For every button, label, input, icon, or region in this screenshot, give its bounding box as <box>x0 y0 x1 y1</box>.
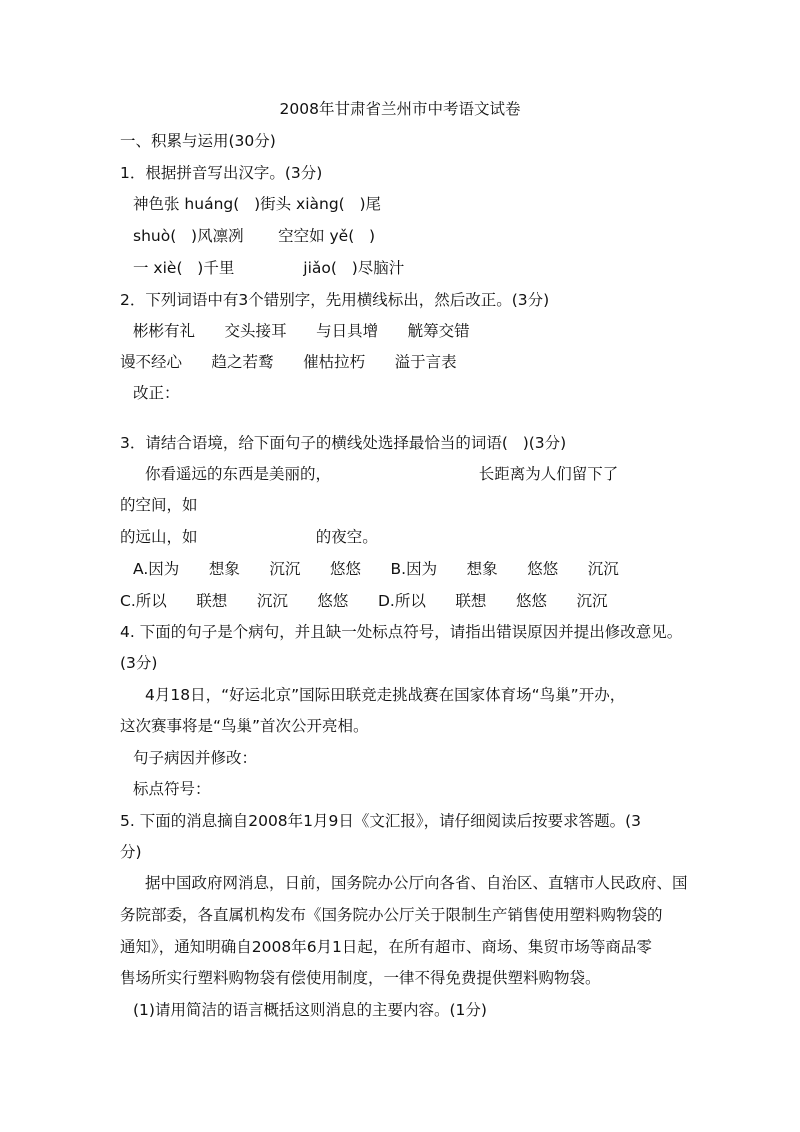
question-2-row-2: 谩不经心 趋之若鹜 催枯拉朽 溢于言表 <box>120 353 457 371</box>
question-5-stem: 5. 下面的消息摘自2008年1月9日《文汇报》，请仔细阅读后按要求答题。(3 <box>120 812 642 830</box>
question-4-answer-cause: 句子病因并修改： <box>133 749 258 767</box>
question-5-sub-1: (1)请用简洁的语言概括这则消息的主要内容。(1分) <box>133 1001 487 1019</box>
question-3-sentence-3: 的远山，如 的夜空。 <box>120 528 378 546</box>
question-3-sentence-2: 的空间，如 <box>120 496 198 514</box>
question-5-passage-1: 据中国政府网消息，日前，国务院办公厅向各省、自治区、直辖市人民政府、国 <box>145 874 688 892</box>
question-4-stem: 4. 下面的句子是个病句，并且缺一处标点符号，请指出错误原因并提出修改意见。 <box>120 623 683 641</box>
question-1-row-3: 一 xiè( )千里 jiǎo( )尽脑汁 <box>133 259 405 277</box>
question-3-sentence-1: 你看遥远的东西是美丽的， 长距离为人们留下了 <box>145 465 619 483</box>
question-3-options-ab: A.因为 想象 沉沉 悠悠 B.因为 想象 悠悠 沉沉 <box>133 560 619 578</box>
question-4-passage-1: 4月18日，“好运北京”国际田联竞走挑战赛在国家体育场“鸟巢”开办， <box>145 686 626 704</box>
question-4-answer-punctuation: 标点符号： <box>133 780 211 798</box>
question-1-row-1: 神色张 huáng( )街头 xiàng( )尾 <box>133 195 382 213</box>
question-3-options-cd: C.所以 联想 沉沉 悠悠 D.所以 联想 悠悠 沉沉 <box>120 592 608 610</box>
question-2-row-1: 彬彬有礼 交头接耳 与日具增 觥筹交错 <box>133 322 470 340</box>
question-2-stem: 2．下列词语中有3个错别字，先用横线标出，然后改正。(3分) <box>120 291 550 309</box>
question-3-stem: 3．请结合语境，给下面句子的横线处选择最恰当的词语( )(3分) <box>120 434 567 452</box>
section-heading: 一、积累与运用(30分) <box>120 132 276 150</box>
question-5-score: 分) <box>120 843 142 861</box>
page-title: 2008年甘肃省兰州市中考语文试卷 <box>279 100 521 118</box>
question-5-passage-4: 售场所实行塑料购物袋有偿使用制度，一律不得免费提供塑料购物袋。 <box>120 969 601 987</box>
question-1-row-2: shuò( )风凛冽 空空如 yě( ) <box>133 227 376 245</box>
question-5-passage-2: 务院部委，各直属机构发布《国务院办公厅关于限制生产销售使用塑料购物袋的 <box>120 906 663 924</box>
question-1-stem: 1．根据拼音写出汉字。(3分) <box>120 164 323 182</box>
question-4-score: (3分) <box>120 654 158 672</box>
question-5-passage-3: 通知》，通知明确自2008年6月1日起，在所有超市、商场、集贸市场等商品零 <box>120 938 652 956</box>
question-4-passage-2: 这次赛事将是“鸟巢”首次公开亮相。 <box>120 717 369 735</box>
question-2-fix-label: 改正： <box>133 384 180 402</box>
